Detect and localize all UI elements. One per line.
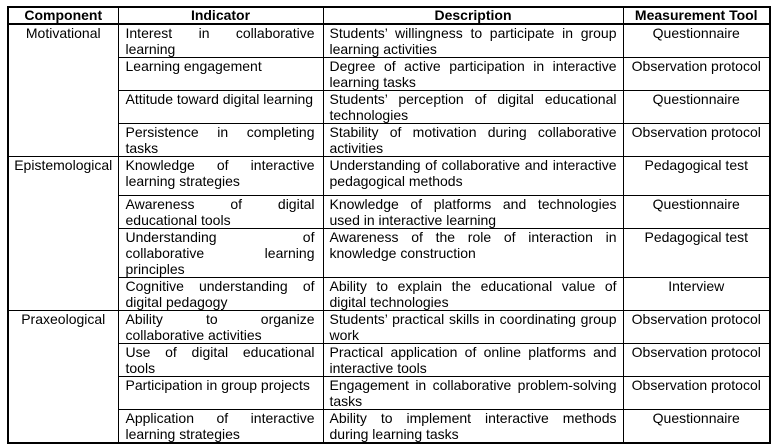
description-cell: Ability to implement interactive methods during learning tasks xyxy=(323,410,623,444)
description-cell: Stability of motivation during collaborative activities xyxy=(323,124,623,157)
description-cell: Understanding of collaborative and interactive pedagogical methods xyxy=(323,157,623,196)
table-row xyxy=(8,91,770,124)
indicator-cell: Participation in group projects xyxy=(118,377,323,410)
description-cell: Students’ willingness to participate in group learning activities xyxy=(323,24,623,58)
measurement-tool-cell: Pedagogical test xyxy=(623,229,770,278)
indicator-cell: Interest in collaborative learning xyxy=(118,24,323,58)
description-cell: Engagement in collaborative problem-solving tasks xyxy=(323,377,623,410)
table-row xyxy=(8,344,770,377)
measurement-tool-cell: Questionnaire xyxy=(623,91,770,124)
table-row xyxy=(8,278,770,311)
table-row xyxy=(8,229,770,278)
description-cell: Students’ perception of digital educational technologies xyxy=(323,91,623,124)
description-cell: Practical application of online platforms and interactive tools xyxy=(323,344,623,377)
indicator-cell: Persistence in completing tasks xyxy=(118,124,323,157)
description-cell: Ability to explain the educational value of digital technologies xyxy=(323,278,623,311)
table-row xyxy=(8,124,770,157)
indicator-cell: Awareness of digital educational tools xyxy=(118,196,323,229)
description-cell: Knowledge of platforms and technologies used in interactive learning xyxy=(323,196,623,229)
measurement-tool-cell: Pedagogical test xyxy=(623,157,770,196)
table-row xyxy=(8,410,770,444)
description-cell: Awareness of the role of interaction in knowledge construction xyxy=(323,229,623,278)
indicator-cell: Cognitive understanding of digital pedagogy xyxy=(118,278,323,311)
indicator-cell: Use of digital educational tools xyxy=(118,344,323,377)
measurement-tool-cell: Questionnaire xyxy=(623,410,770,444)
measurement-tool-cell: Observation protocol xyxy=(623,377,770,410)
measurement-tool-cell: Observation protocol xyxy=(623,124,770,157)
indicator-measurement-table xyxy=(7,6,771,444)
indicator-cell: Ability to organize collaborative activities xyxy=(118,311,323,344)
table-row xyxy=(8,157,770,196)
table-row xyxy=(8,196,770,229)
measurement-tool-cell: Observation protocol xyxy=(623,58,770,91)
indicator-cell: Attitude toward digital learning xyxy=(118,91,323,124)
component-cell-epistemological: Epistemological xyxy=(8,157,118,311)
table-row xyxy=(8,58,770,91)
header-cell-description: Description xyxy=(323,7,623,24)
indicator-cell: Learning engagement xyxy=(118,58,323,91)
component-cell-motivational: Motivational xyxy=(8,24,118,157)
indicator-cell: Understanding of collaborative learning principles xyxy=(118,229,323,278)
indicator-cell: Application of interactive learning strategies xyxy=(118,410,323,444)
measurement-tool-cell: Interview xyxy=(623,278,770,311)
table-header-row xyxy=(8,7,770,24)
table-row xyxy=(8,377,770,410)
table-row xyxy=(8,24,770,58)
indicator-cell: Knowledge of interactive learning strategies xyxy=(118,157,323,196)
measurement-tool-cell: Observation protocol xyxy=(623,311,770,344)
description-cell: Students’ practical skills in coordinating group work xyxy=(323,311,623,344)
measurement-tool-cell: Questionnaire xyxy=(623,196,770,229)
component-cell-praxeological: Praxeological xyxy=(8,311,118,444)
header-cell-measurement-tool: Measurement Tool xyxy=(623,7,770,24)
measurement-tool-cell: Questionnaire xyxy=(623,24,770,58)
table-row xyxy=(8,311,770,344)
measurement-tool-cell: Observation protocol xyxy=(623,344,770,377)
description-cell: Degree of active participation in interactive learning tasks xyxy=(323,58,623,91)
header-cell-component: Component xyxy=(8,7,118,24)
header-cell-indicator: Indicator xyxy=(118,7,323,24)
